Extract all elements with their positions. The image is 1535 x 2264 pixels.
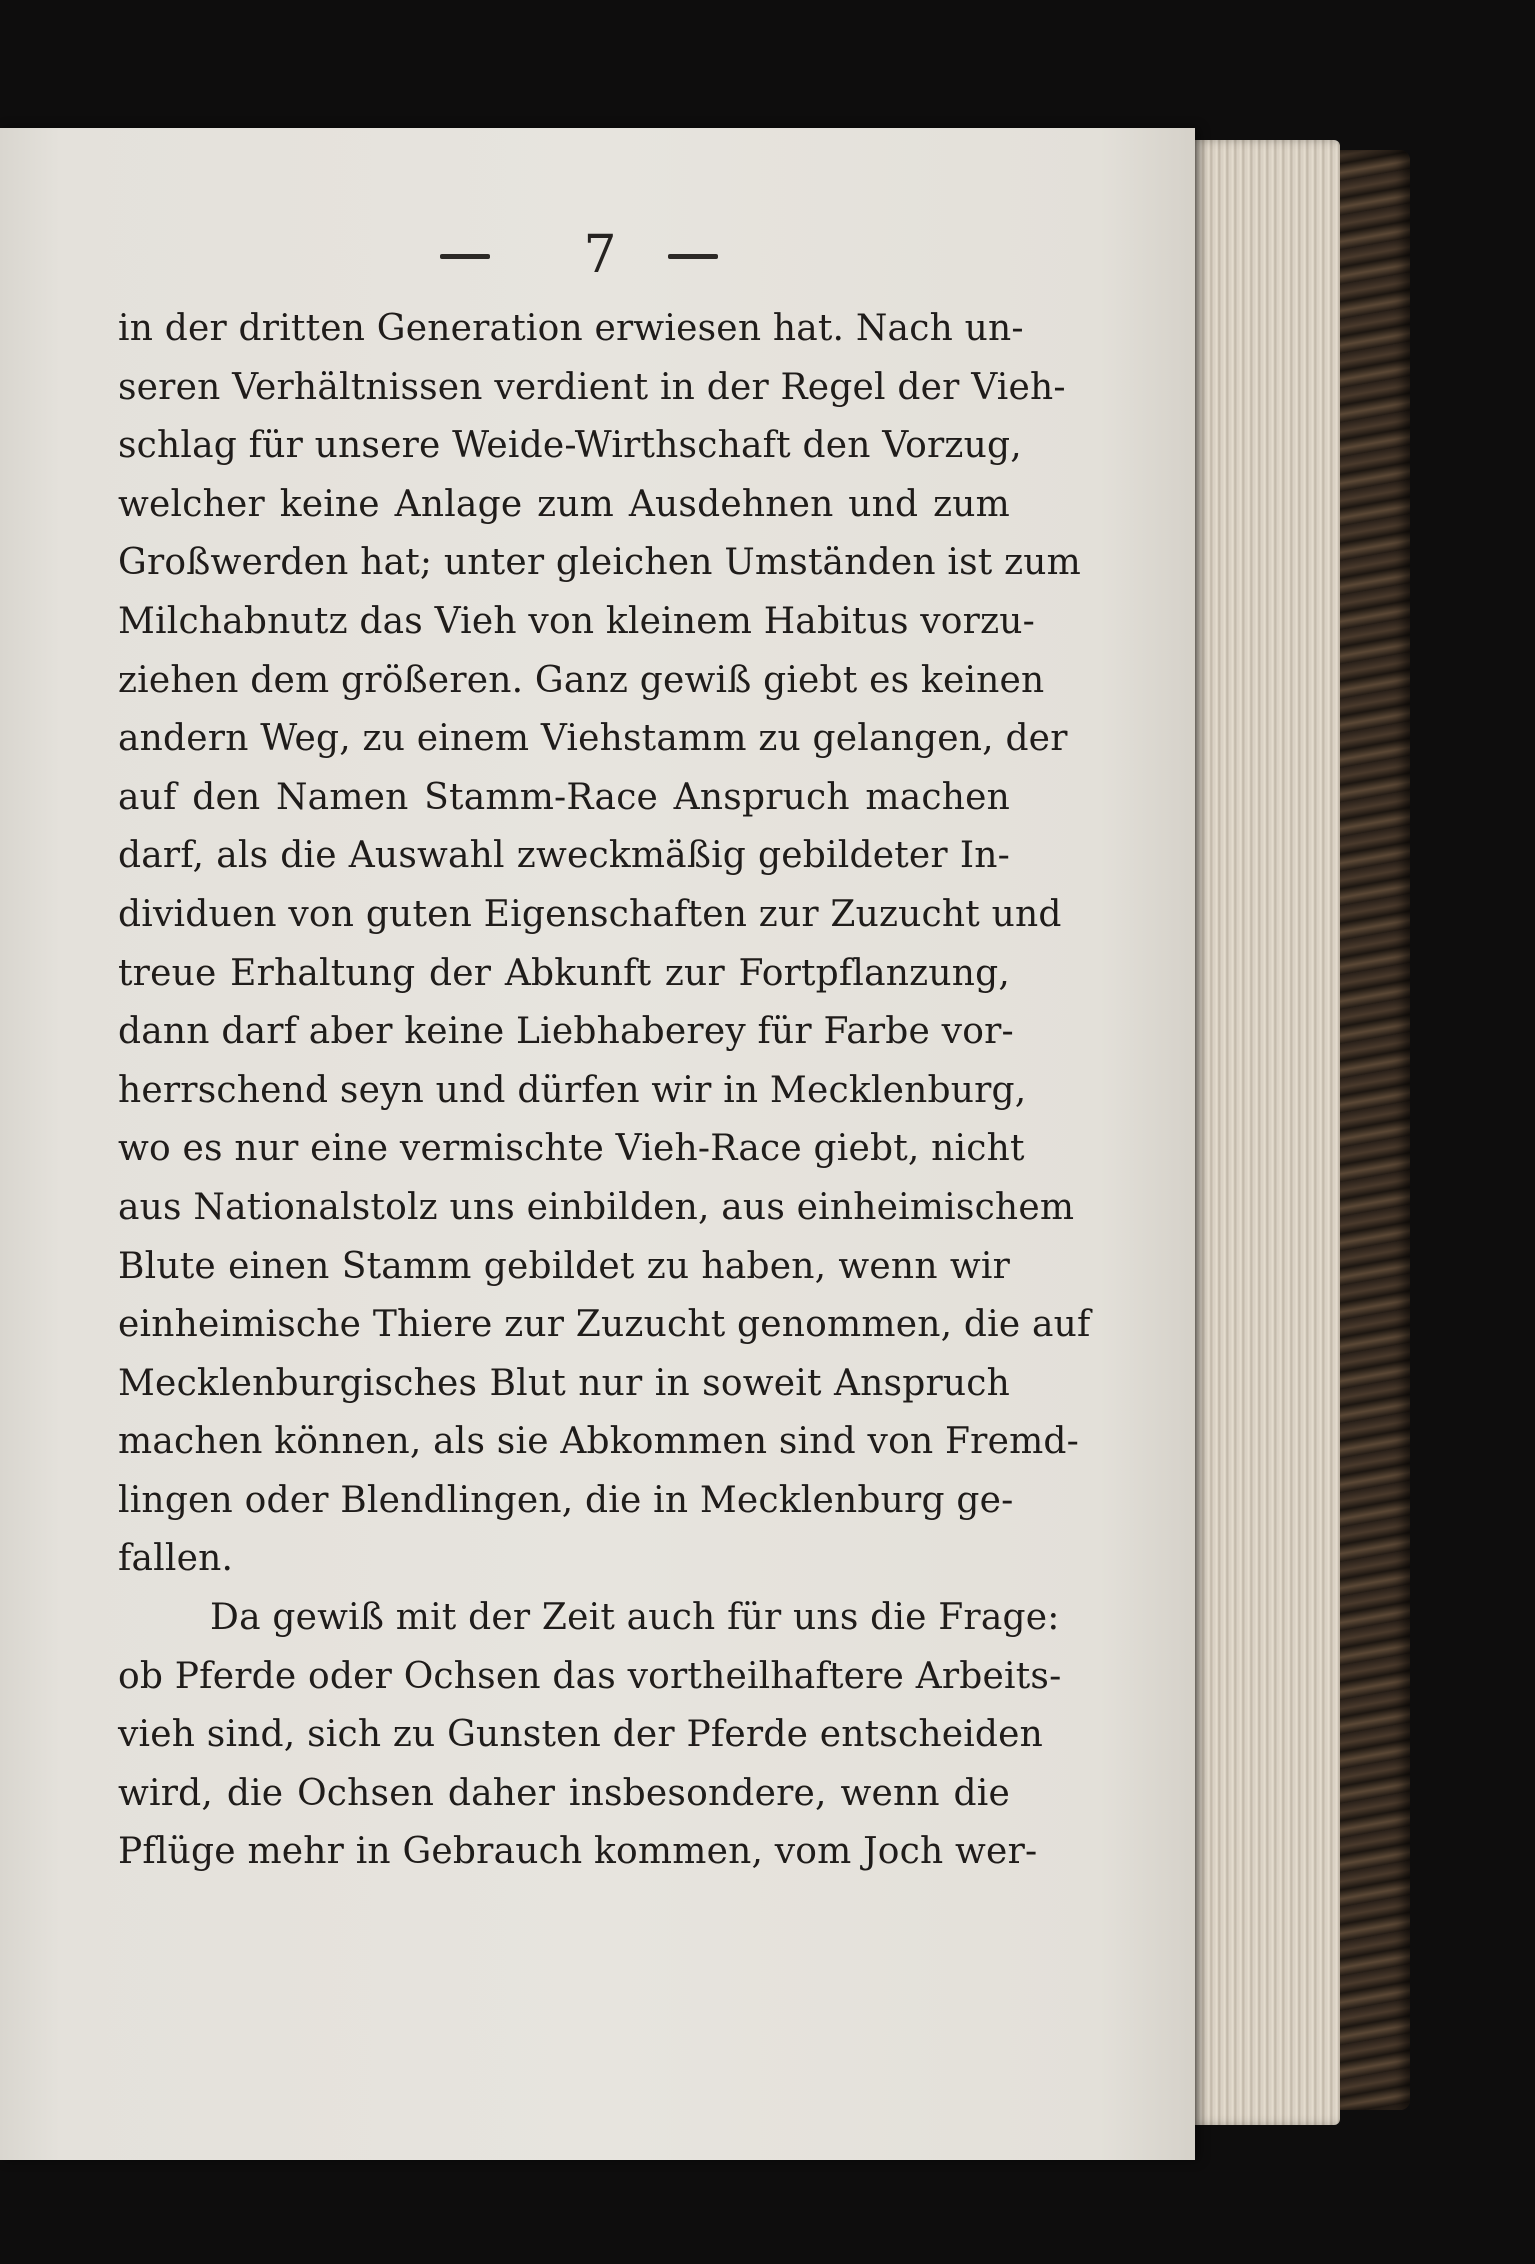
text-line: Milchabnutz das Vieh von kleinem Habitus vorzu-: [118, 600, 1036, 642]
text-line: einheimische Thiere zur Zuzucht genommen, die auf: [118, 1304, 1091, 1346]
text-line: auf den Namen Stamm-Race Anspruch machen: [118, 776, 1010, 818]
text-line: Pflüge mehr in Gebrauch kommen, vom Joch wer-: [118, 1831, 1038, 1873]
text-line: in der dritten Generation erwiesen hat. Nach un-: [118, 308, 1024, 349]
text-line: Blute einen Stamm gebildet zu haben, wenn wir: [118, 1245, 1010, 1287]
text-line: herrschend seyn und dürfen wir in Mecklenburg,: [118, 1069, 1027, 1111]
text-line: wo es nur eine vermischte Vieh-Race giebt, nicht: [118, 1128, 1025, 1170]
header-dash-right: [668, 254, 718, 259]
text-line: ob Pferde oder Ochsen das vortheilhaftere Arbeits-: [118, 1655, 1062, 1697]
text-line: wird, die Ochsen daher insbesondere, wenn die: [118, 1772, 1010, 1814]
book-page: [0, 128, 1195, 2160]
paragraph: [118, 300, 1091, 1589]
text-line: darf, als die Auswahl zweckmäßig gebildeter In-: [118, 835, 1010, 877]
text-line: lingen oder Blendlingen, die in Mecklenburg ge-: [118, 1479, 1014, 1521]
text-line: fallen.: [118, 1538, 234, 1580]
page-text-body: [118, 300, 1091, 1882]
header-dash-left: [440, 254, 490, 259]
text-line: vieh sind, sich zu Gunsten der Pferde entscheiden: [118, 1714, 1044, 1756]
text-line: Mecklenburgisches Blut nur in soweit Anspruch: [118, 1362, 1010, 1404]
page-header: [0, 220, 1195, 290]
text-line: andern Weg, zu einem Viehstamm zu gelangen, der: [118, 718, 1068, 760]
page-number: 7: [583, 225, 617, 285]
text-line: dann darf aber keine Liebhaberey für Farbe vor-: [118, 1011, 1014, 1053]
text-line: seren Verhältnissen verdient in der Regel der Vieh-: [118, 366, 1066, 408]
text-line: schlag für unsere Weide-Wirthschaft den Vorzug,: [118, 425, 1022, 467]
text-line: welcher keine Anlage zum Ausdehnen und zum: [118, 483, 1010, 525]
paragraph: [118, 1589, 1062, 1882]
text-line: aus Nationalstolz uns einbilden, aus einheimischem: [118, 1186, 1075, 1228]
text-line: treue Erhaltung der Abkunft zur Fortpflanzung,: [118, 952, 1010, 994]
text-line: ziehen dem größeren. Ganz gewiß giebt es keinen: [118, 659, 1045, 701]
page-block-edges: [1190, 140, 1340, 2125]
text-line: Da gewiß mit der Zeit auch für uns die Frage:: [210, 1597, 1060, 1639]
text-line: dividuen von guten Eigenschaften zur Zuzucht und: [118, 893, 1062, 935]
text-line: machen können, als sie Abkommen sind von Fremd-: [118, 1421, 1080, 1463]
text-line: Großwerden hat; unter gleichen Umständen ist zum: [118, 542, 1081, 584]
